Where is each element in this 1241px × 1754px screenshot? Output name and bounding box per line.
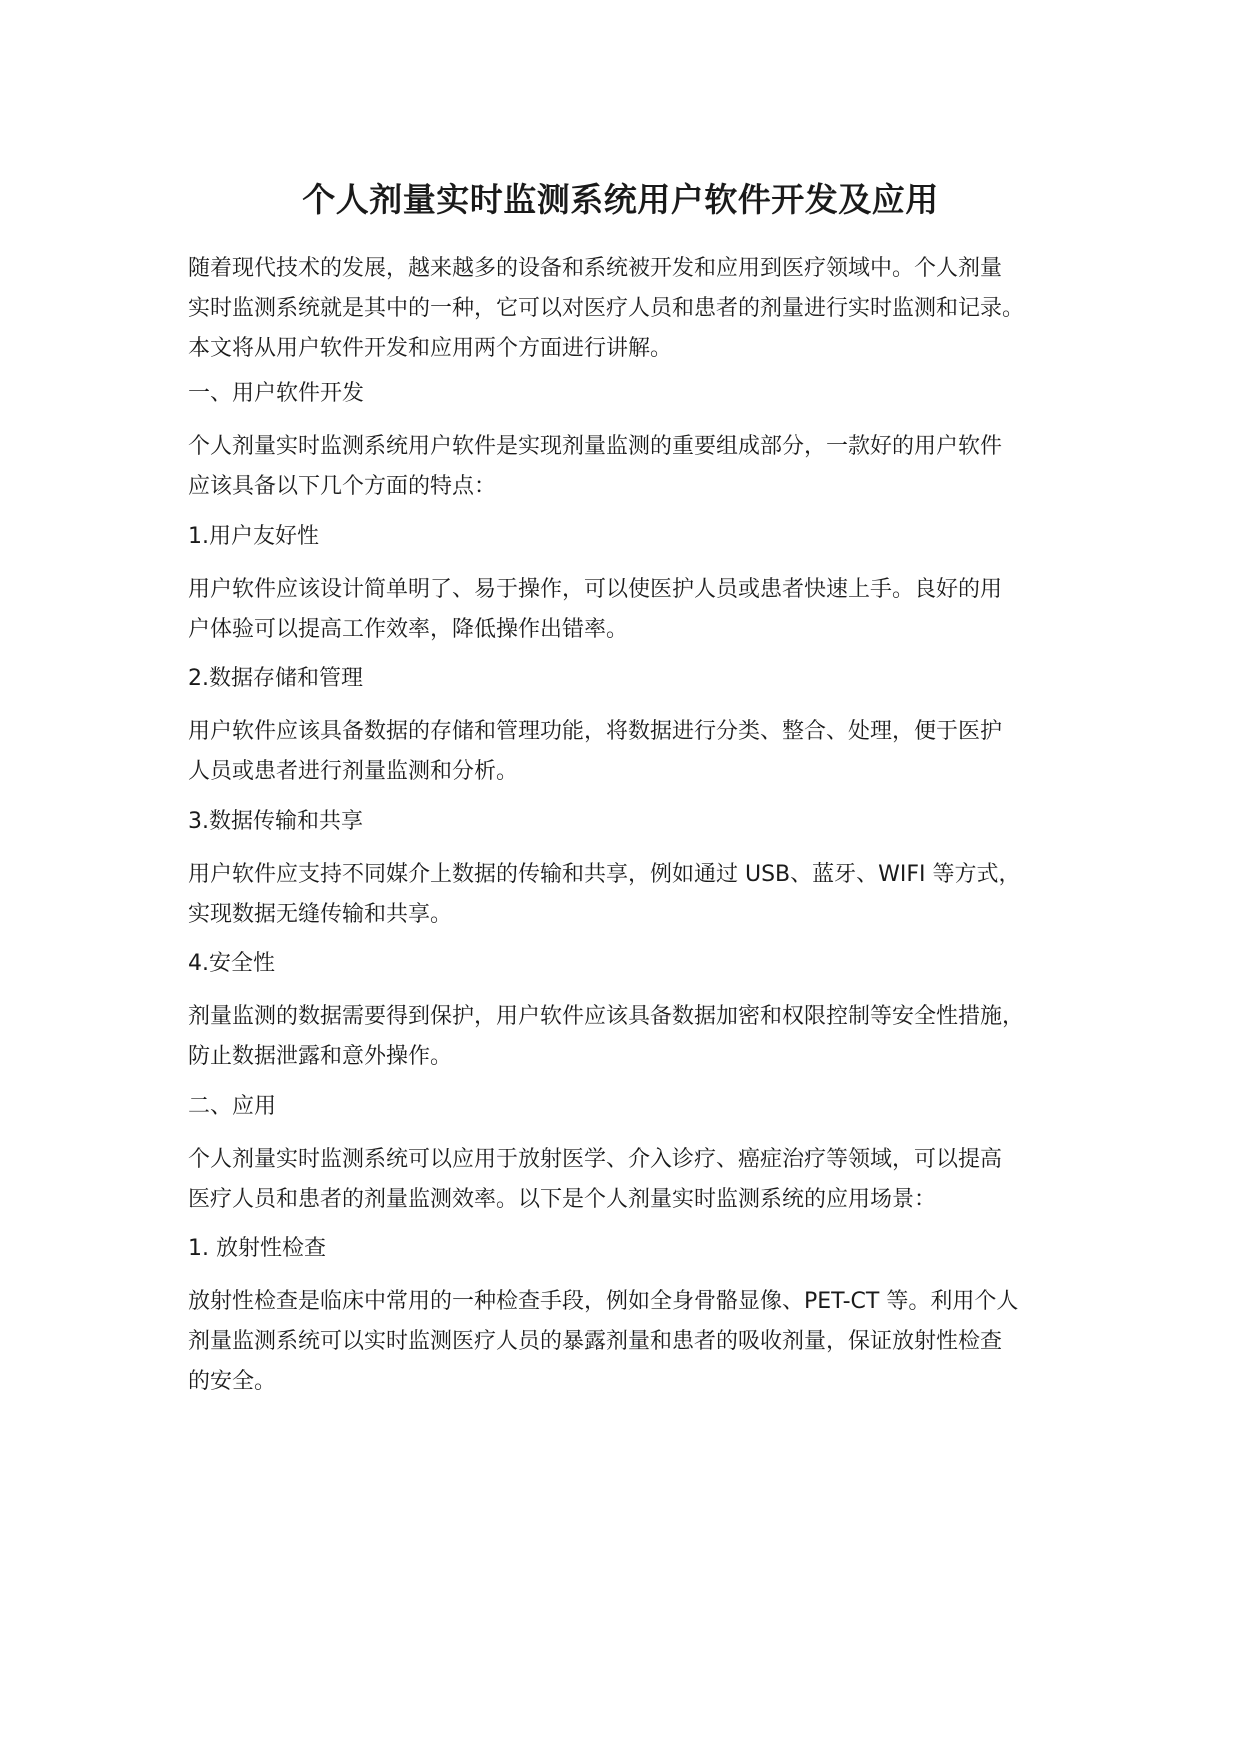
intro-line: 随着现代技术的发展，越来越多的设备和系统被开发和应用到医疗领域中。个人剂量	[188, 256, 1003, 281]
paragraph-line: 用户软件应支持不同媒介上数据的传输和共享，例如通过 USB、蓝牙、WIFI 等方式，	[188, 862, 1021, 887]
subsection-paragraph	[188, 570, 1088, 650]
paragraph-line: 剂量监测的数据需要得到保护，用户软件应该具备数据加密和权限控制等安全性措施，	[188, 1004, 1025, 1029]
intro-paragraph	[188, 249, 1088, 369]
document-title: 个人剂量实时监测系统用户软件开发及应用	[302, 180, 939, 219]
paragraph-line: 放射性检查是临床中常用的一种检查手段，例如全身骨骼显像、PET-CT 等。利用个人	[188, 1289, 1019, 1314]
subsection-heading: 3.数据传输和共享	[188, 809, 363, 834]
paragraph-line: 的安全。	[188, 1369, 277, 1394]
intro-line: 本文将从用户软件开发和应用两个方面进行讲解。	[188, 336, 673, 361]
paragraph-line: 实现数据无缝传输和共享。	[188, 902, 453, 927]
paragraph-line: 剂量监测系统可以实时监测医疗人员的暴露剂量和患者的吸收剂量，保证放射性检查	[188, 1329, 1003, 1354]
section1-heading: 一、用户软件开发	[188, 381, 365, 406]
paragraph-line: 户体验可以提高工作效率，降低操作出错率。	[188, 617, 629, 642]
subsection-paragraph	[188, 1282, 1088, 1402]
paragraph-line: 用户软件应该具备数据的存储和管理功能，将数据进行分类、整合、处理，便于医护	[188, 719, 1003, 744]
paragraph-line: 人员或患者进行剂量监测和分析。	[188, 759, 519, 784]
paragraph-line: 用户软件应该设计简单明了、易于操作，可以使医护人员或患者快速上手。良好的用	[188, 577, 1003, 602]
subsection-heading: 1. 放射性检查	[188, 1236, 326, 1261]
subsection-paragraph	[188, 855, 1088, 935]
subsection-heading: 2.数据存储和管理	[188, 666, 363, 691]
paragraph-line: 应该具备以下几个方面的特点：	[188, 474, 497, 499]
paragraph-line: 个人剂量实时监测系统用户软件是实现剂量监测的重要组成部分，一款好的用户软件	[188, 434, 1003, 459]
paragraph-line: 医疗人员和患者的剂量监测效率。以下是个人剂量实时监测系统的应用场景：	[188, 1187, 937, 1212]
section1-intro-paragraph	[188, 427, 1088, 507]
subsection-heading: 1.用户友好性	[188, 524, 319, 549]
subsection-paragraph	[188, 712, 1088, 792]
subsection-heading: 4.安全性	[188, 951, 275, 976]
section2-intro-paragraph	[188, 1140, 1088, 1220]
section2-heading: 二、应用	[188, 1094, 277, 1119]
subsection-paragraph	[188, 997, 1088, 1077]
paragraph-line: 防止数据泄露和意外操作。	[188, 1044, 453, 1069]
intro-line: 实时监测系统就是其中的一种，它可以对医疗人员和患者的剂量进行实时监测和记录。	[188, 296, 1025, 321]
paragraph-line: 个人剂量实时监测系统可以应用于放射医学、介入诊疗、癌症治疗等领域，可以提高	[188, 1147, 1003, 1172]
